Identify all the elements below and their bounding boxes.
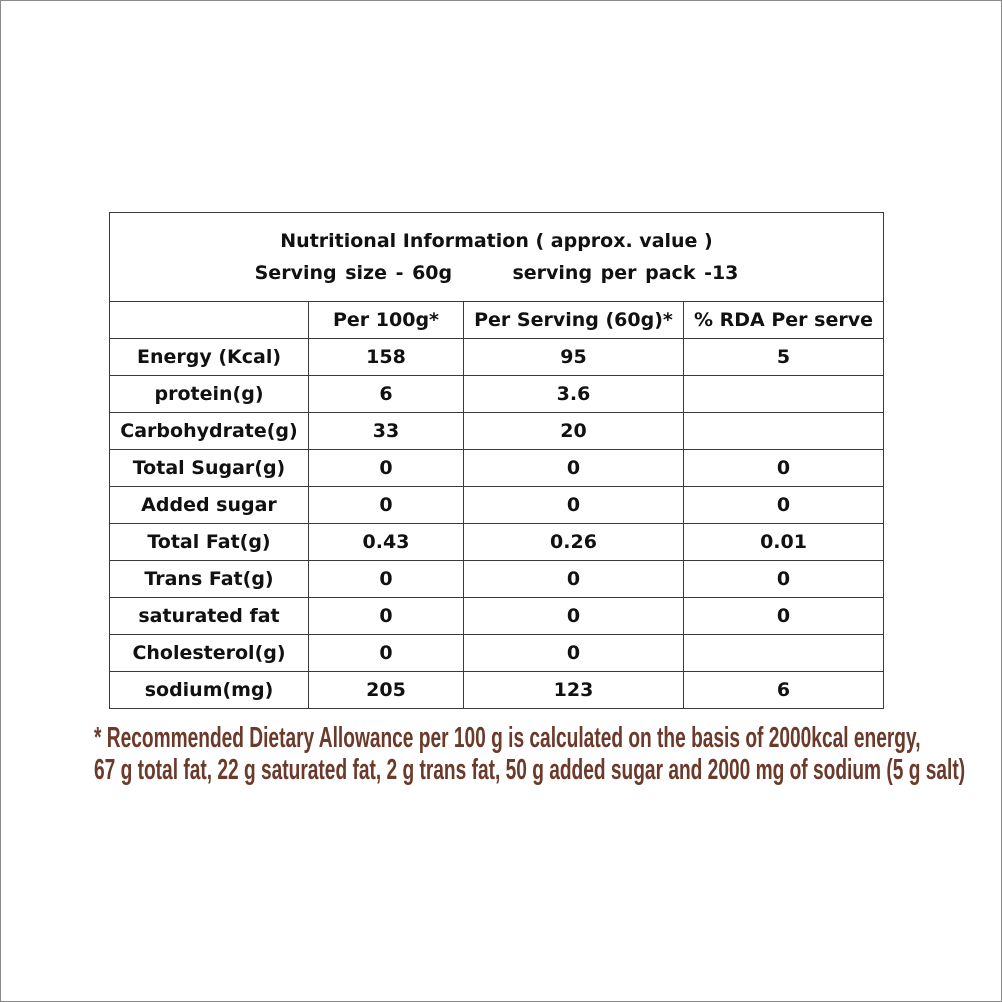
nutrient-name: Energy (Kcal) xyxy=(110,339,309,376)
table-row xyxy=(110,635,884,672)
table-title: Nutritional Information ( approx. value ) xyxy=(280,230,713,252)
table-row xyxy=(110,598,884,635)
value-per-100g: 0.43 xyxy=(309,524,464,561)
nutrient-name: sodium(mg) xyxy=(110,672,309,709)
value-per-100g: 0 xyxy=(309,635,464,672)
value-per-100g: 205 xyxy=(309,672,464,709)
value-per-serving: 0 xyxy=(464,487,684,524)
table-row xyxy=(110,339,884,376)
table-title-cell xyxy=(110,213,884,302)
nutrient-name: Total Fat(g) xyxy=(110,524,309,561)
nutrient-name: protein(g) xyxy=(110,376,309,413)
value-per-serving: 95 xyxy=(464,339,684,376)
nutrient-name: saturated fat xyxy=(110,598,309,635)
value-rda: 0 xyxy=(684,450,884,487)
nutrient-rows xyxy=(110,339,884,709)
value-per-serving: 123 xyxy=(464,672,684,709)
nutrition-table xyxy=(109,212,884,709)
table-row xyxy=(110,487,884,524)
footnote-line-1: * Recommended Dietary Allowance per 100 g is calculated on the basis of 2000kcal energy, xyxy=(94,722,921,754)
value-per-serving: 0 xyxy=(464,598,684,635)
value-rda: 0 xyxy=(684,561,884,598)
table-row xyxy=(110,376,884,413)
column-header-row xyxy=(110,302,884,339)
nutrient-name: Added sugar xyxy=(110,487,309,524)
value-rda xyxy=(684,635,884,672)
nutrient-name: Cholesterol(g) xyxy=(110,635,309,672)
footnote-line-2: 67 g total fat, 22 g saturated fat, 2 g trans fat, 50 g added sugar and 2000 mg of sodium (5 g salt) xyxy=(94,754,966,786)
value-rda: 0 xyxy=(684,487,884,524)
value-rda: 0.01 xyxy=(684,524,884,561)
value-rda xyxy=(684,376,884,413)
value-rda: 6 xyxy=(684,672,884,709)
value-per-100g: 0 xyxy=(309,561,464,598)
value-per-serving: 20 xyxy=(464,413,684,450)
value-rda xyxy=(684,413,884,450)
serving-info xyxy=(110,257,883,289)
value-per-serving: 0 xyxy=(464,561,684,598)
table-row xyxy=(110,413,884,450)
column-header-rda: % RDA Per serve xyxy=(684,302,884,339)
nutrient-name: Total Sugar(g) xyxy=(110,450,309,487)
table-row xyxy=(110,561,884,598)
servings-per-pack: serving per pack -13 xyxy=(512,262,739,284)
nutrient-name: Carbohydrate(g) xyxy=(110,413,309,450)
column-header-nutrient xyxy=(110,302,309,339)
value-rda: 5 xyxy=(684,339,884,376)
footnote xyxy=(94,722,966,786)
value-per-100g: 0 xyxy=(309,487,464,524)
value-per-serving: 0.26 xyxy=(464,524,684,561)
value-per-100g: 0 xyxy=(309,450,464,487)
table-row xyxy=(110,672,884,709)
value-per-serving: 0 xyxy=(464,450,684,487)
column-header-per-100g: Per 100g* xyxy=(309,302,464,339)
serving-size: Serving size - 60g xyxy=(254,262,453,284)
table-row xyxy=(110,450,884,487)
value-per-100g: 33 xyxy=(309,413,464,450)
value-per-100g: 6 xyxy=(309,376,464,413)
nutrient-name: Trans Fat(g) xyxy=(110,561,309,598)
value-rda: 0 xyxy=(684,598,884,635)
value-per-100g: 0 xyxy=(309,598,464,635)
value-per-100g: 158 xyxy=(309,339,464,376)
table-row xyxy=(110,524,884,561)
column-header-per-serving: Per Serving (60g)* xyxy=(464,302,684,339)
value-per-serving: 3.6 xyxy=(464,376,684,413)
table-title-row xyxy=(110,213,884,302)
value-per-serving: 0 xyxy=(464,635,684,672)
